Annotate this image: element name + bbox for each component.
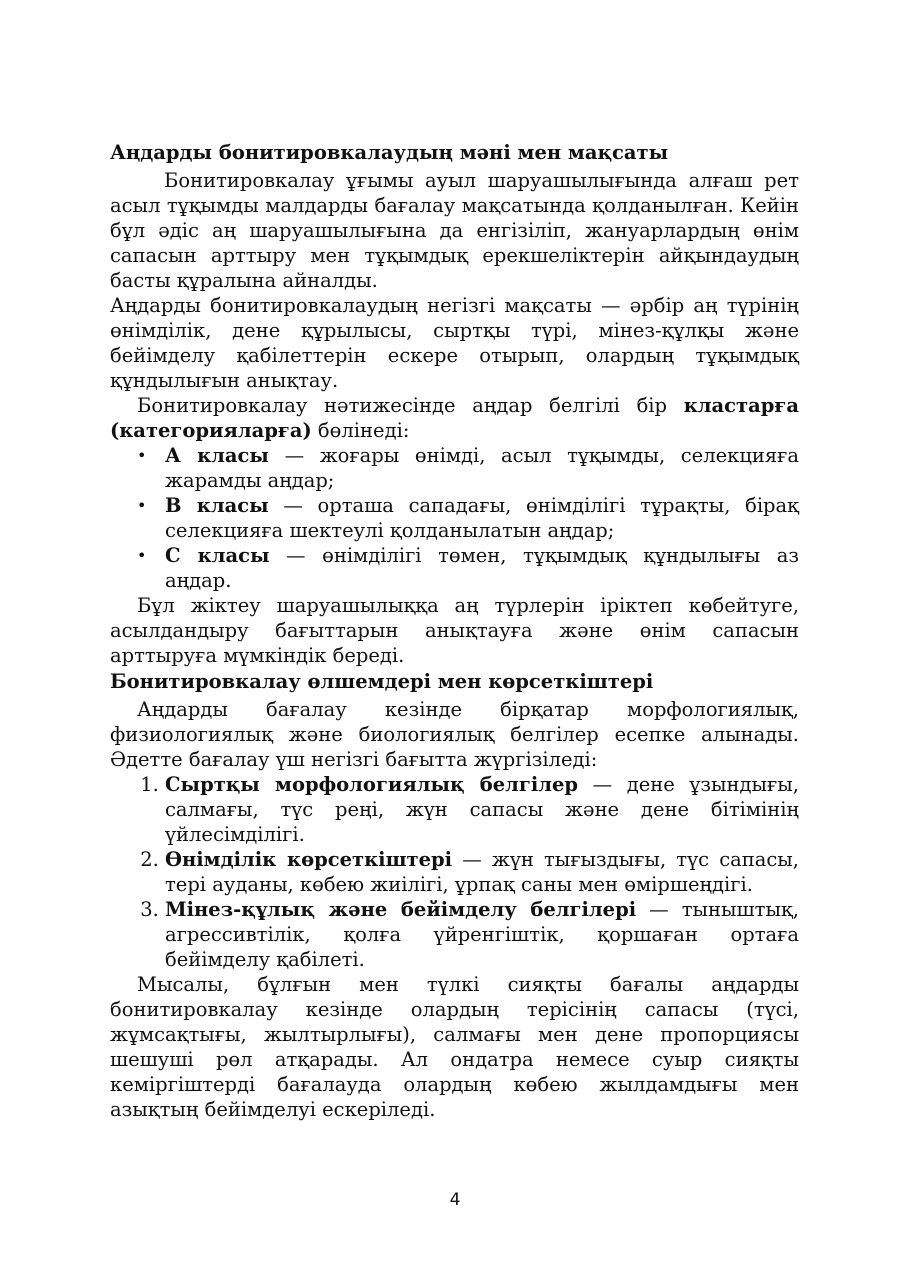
list-term: Сыртқы морфологиялық белгілер: [165, 773, 579, 796]
list-item: [165, 847, 799, 897]
paragraph-classes-intro: [110, 393, 799, 443]
list-term: С класы: [165, 544, 270, 567]
list-text: — өнімділігі төмен, тұқымдық құндылығы аз аңдар.: [165, 544, 799, 592]
paragraph-classification: Бұл жіктеу шаруашылыққа аң түрлерін іріктеп көбейтуге, асылдандыру бағыттарын анықтауға және өнім сапасын арттыруға мүмкіндік береді.: [110, 594, 799, 667]
list-term: Өнімділік көрсеткіштері: [165, 848, 453, 871]
list-text: — тыныштық, агрессивтілік, қолға үйренгіштік, қоршаған ортаға бейімделу қабілеті.: [165, 898, 799, 971]
list-term: Мінез-құлық және бейімделу белгілері: [165, 898, 637, 921]
section-heading-criteria: Бонитировкалау өлшемдері мен көрсеткіштері: [110, 670, 654, 693]
list-term: А класы: [165, 444, 269, 467]
list-item: [165, 772, 799, 847]
bold-term: кластарға (категорияларға): [110, 394, 799, 442]
paragraph-goal: Аңдарды бонитировкалаудың негізгі мақсаты — әрбір аң түрінің өнімділік, дене құрылысы, сыртқы түрі, мінез-құлқы және бейімделу қабілеттерін ескере отырып, олардың тұқымдық құндылығын анықтау.: [110, 294, 799, 392]
paragraph-example: Мысалы, бұлғын мен түлкі сияқты бағалы аңдарды бонитировкалау кезінде олардың терісінің сапасы (түсі, жұмсақтығы, жылтырлығы), салмағы мен дене пропорциясы шешуші рөл атқарады. Ал ондатра немесе суыр сияқты кеміргіштерді бағалауда олардың көбею жылдамдығы мен азықтың бейімделуі ескеріледі.: [110, 973, 799, 1121]
list-text: — орташа сападағы, өнімділігі тұрақты, бірақ селекцияға шектеулі қолданылатын аңдар;: [165, 494, 799, 542]
list-text: — жүн тығыздығы, түс сапасы, тері ауданы, көбею жиілігі, ұрпақ саны мен өміршеңдігі.: [165, 848, 799, 896]
list-item: [165, 493, 799, 543]
list-text: — жоғары өнімді, асыл тұқымды, селекцияға жарамды аңдар;: [165, 444, 799, 492]
list-item: [165, 443, 799, 493]
page-number: 4: [449, 1190, 461, 1210]
text-run: Бонитировкалау нәтижесінде аңдар белгілі бір: [137, 394, 684, 417]
list-term: В класы: [165, 494, 269, 517]
section-heading-purpose: Аңдарды бонитировкалаудың мәні мен мақсаты: [110, 141, 669, 164]
class-list: [110, 443, 799, 593]
criteria-list: [110, 772, 799, 972]
text-run: бөлінеді:: [311, 419, 410, 442]
list-item: [165, 897, 799, 972]
document-page: [110, 140, 799, 1122]
paragraph-intro: Бонитировкалау ұғымы ауыл шаруашылығында алғаш рет асыл тұқымды малдарды бағалау мақсатында қолданылған. Кейін бұл әдіс аң шаруашылығына да енгізіліп, жануарлардың өнім сапасын арттыру мен тұқымдық ерекшеліктерін айқындаудың басты құралына айналды.: [110, 169, 799, 292]
list-item: [165, 543, 799, 593]
paragraph-evaluation: Аңдарды бағалау кезінде бірқатар морфологиялық, физиологиялық және биологиялық белгілер есепке алынады. Әдетте бағалау үш негізгі бағытта жүргізіледі:: [110, 698, 799, 771]
list-text: — дене ұзындығы, салмағы, түс реңі, жүн сапасы және дене бітімінің үйлесімділігі.: [165, 773, 799, 846]
